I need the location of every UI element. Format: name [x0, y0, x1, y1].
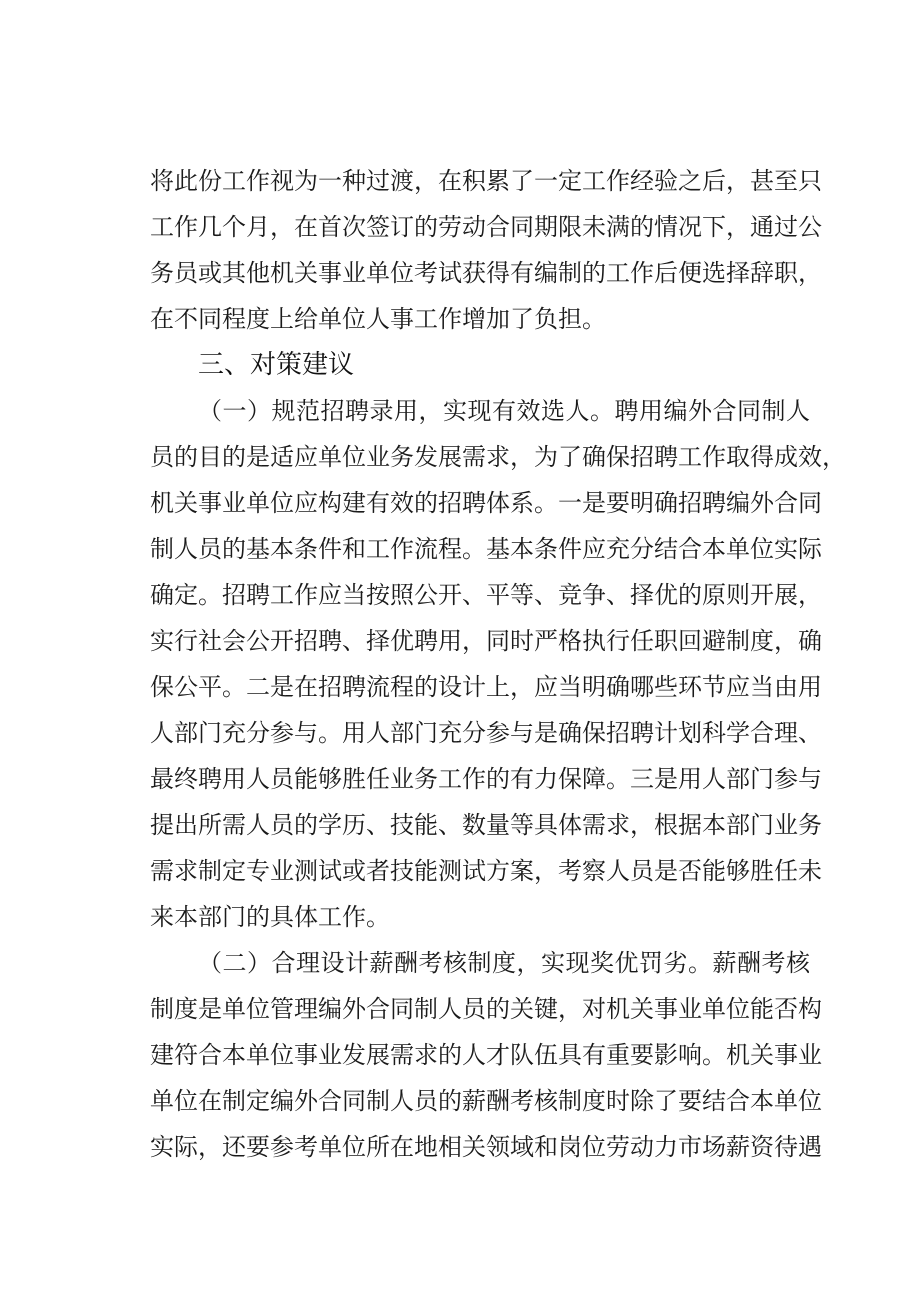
continuation-line-1: 将此份工作视为一种过渡，在积累了一定工作经验之后，甚至只 [150, 167, 822, 195]
paragraph1-line-7: 保公平。二是在招聘流程的设计上，应当明确哪些环节应当由用 [150, 673, 822, 701]
continuation-line-2: 工作几个月，在首次签订的劳动合同期限未满的情况下，通过公 [150, 213, 822, 241]
paragraph1-line-3: 机关事业单位应构建有效的招聘体系。一是要明确招聘编外合同 [150, 489, 822, 517]
paragraph1-line-5: 确定。招聘工作应当按照公开、平等、竞争、择优的原则开展， [150, 581, 822, 609]
paragraph2-line-4: 单位在制定编外合同制人员的薪酬考核制度时除了要结合本单位 [150, 1087, 822, 1115]
paragraph2-line-2: 制度是单位管理编外合同制人员的关键，对机关事业单位能否构 [150, 995, 822, 1023]
paragraph1-line-6: 实行社会公开招聘、择优聘用，同时严格执行任职回避制度，确 [150, 627, 822, 655]
paragraph1-line-11: 需求制定专业测试或者技能测试方案，考察人员是否能够胜任未 [150, 857, 822, 885]
continuation-line-4: 在不同程度上给单位人事工作增加了负担。 [150, 305, 606, 333]
paragraph1-line-2: 员的目的是适应单位业务发展需求，为了确保招聘工作取得成效， [150, 443, 846, 471]
paragraph1-line-1: （一）规范招聘录用，实现有效选人。聘用编外合同制人 [198, 397, 810, 425]
paragraph1-line-12: 来本部门的具体工作。 [150, 903, 390, 931]
paragraph1-line-10: 提出所需人员的学历、技能、数量等具体需求，根据本部门业务 [150, 811, 822, 839]
section-heading: 三、对策建议 [198, 350, 355, 380]
paragraph2-line-3: 建符合本单位事业发展需求的人才队伍具有重要影响。机关事业 [150, 1041, 822, 1069]
paragraph2-line-1: （二）合理设计薪酬考核制度，实现奖优罚劣。薪酬考核 [198, 949, 810, 977]
continuation-line-3: 务员或其他机关事业单位考试获得有编制的工作后便选择辞职， [150, 259, 822, 287]
paragraph2-line-5: 实际，还要参考单位所在地相关领域和岗位劳动力市场薪资待遇 [150, 1133, 822, 1161]
paragraph1-line-9: 最终聘用人员能够胜任业务工作的有力保障。三是用人部门参与 [150, 765, 822, 793]
paragraph1-line-8: 人部门充分参与。用人部门充分参与是确保招聘计划科学合理、 [150, 719, 822, 747]
paragraph1-line-4: 制人员的基本条件和工作流程。基本条件应充分结合本单位实际 [150, 535, 822, 563]
